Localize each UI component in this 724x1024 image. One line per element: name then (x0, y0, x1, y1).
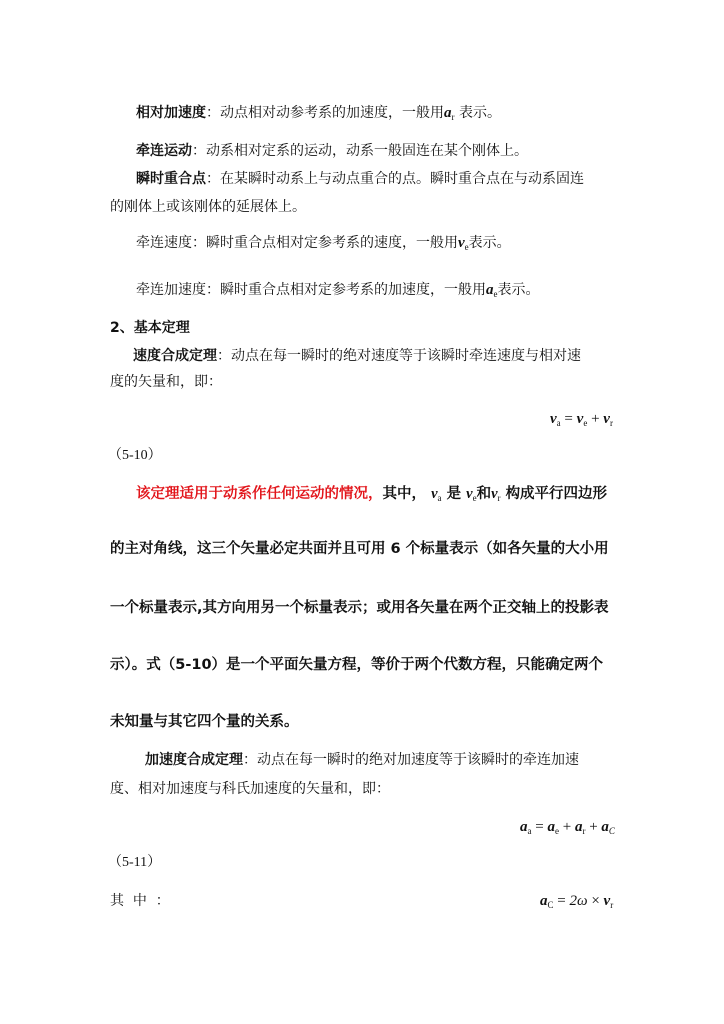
two-omega: 2ω (569, 893, 588, 909)
subscript-r: r (497, 493, 501, 503)
definition-text: ：在某瞬时动系上与动点重合的点。瞬时重合点在与动系固连 (206, 171, 584, 187)
bold-text: 构成平行四边形 (505, 486, 608, 502)
continuation-text: 度、相对加速度与科氏加速度的矢量和，即： (110, 781, 390, 797)
plus-sign: + (562, 819, 572, 835)
coriolis-label: 其 中 ： (110, 893, 170, 909)
equation-coriolis (540, 891, 613, 915)
bold-text: 是 (446, 486, 462, 502)
subscript-r: r (582, 826, 586, 836)
term-acceleration-theorem: 加速度合成定理 (145, 752, 243, 768)
equals-sign: = (557, 893, 566, 909)
equation-acceleration (520, 817, 615, 841)
symbol-v: v (491, 486, 498, 502)
velocity-theorem-text: ：动点在每一瞬时的绝对速度等于该瞬时牵连速度与相对速 (217, 348, 581, 364)
plus-sign: + (591, 411, 600, 427)
symbol-v: v (603, 411, 610, 427)
section-heading: 2、基本定理 (110, 320, 190, 336)
term-coincident-point: 瞬时重合点 (136, 171, 206, 187)
symbol-a: a (520, 819, 528, 835)
subscript-e: e (472, 493, 477, 503)
bold-paragraph-line-2: 的主对角线，这三个矢量必定共面并且可用 6 个标量表示（如各矢量的大小用 (110, 541, 609, 557)
continuation-text: 的刚体上或该刚体的延展体上。 (110, 199, 306, 215)
definition-tail: 表示。 (497, 282, 540, 298)
symbol-v: v (576, 411, 584, 427)
equation-number-5-11: （5-11） (108, 855, 162, 870)
symbol-v: v (466, 486, 473, 502)
subscript-a: a (527, 826, 532, 836)
subscript-a: a (437, 493, 442, 503)
definition-text: ：瞬时重合点相对定参考系的加速度，一般用 (206, 282, 486, 298)
definition-text: ：瞬时重合点相对定参考系的速度，一般用 (192, 235, 458, 251)
equation-number-5-10: （5-10） (108, 448, 162, 463)
definition-text: ：动系相对定系的运动，动系一般固连在某个刚体上。 (192, 143, 528, 159)
bold-paragraph-line-1 (136, 484, 607, 508)
symbol-a: a (601, 819, 609, 835)
symbol-a: a (486, 282, 494, 298)
symbol-a: a (547, 819, 555, 835)
symbol-a: a (540, 893, 548, 909)
definition-convected-motion (136, 141, 528, 161)
times-sign: × (591, 893, 600, 909)
plus-sign: + (589, 819, 598, 835)
definition-coincident-point (136, 169, 584, 189)
acceleration-theorem-text: ：动点在每一瞬时的绝对加速度等于该瞬时的牵连加速 (243, 752, 579, 768)
highlight-red-text: 该定理适用于动系作任何运动的情况， (136, 486, 383, 502)
subscript-C: C (608, 826, 615, 836)
equals-sign: = (564, 411, 573, 427)
definition-relative-acceleration (136, 103, 501, 127)
subscript-r: r (451, 112, 455, 122)
subscript-e: e (464, 242, 469, 252)
definition-text: ：动点相对动参考系的加速度，一般用 (206, 105, 444, 121)
symbol-v: v (431, 486, 438, 502)
velocity-theorem-continuation (110, 372, 222, 392)
term-relative-acceleration: 相对加速度 (136, 105, 206, 121)
subscript-r: r (610, 900, 614, 910)
symbol-a: a (574, 819, 583, 835)
subscript-a: a (556, 418, 561, 428)
bold-text: 和 (476, 486, 492, 502)
symbol-v: v (550, 411, 557, 427)
definition-convected-acceleration (136, 280, 540, 304)
term-convected-motion: 牵连运动 (136, 143, 192, 159)
subscript-C: C (547, 900, 554, 910)
definition-tail: 表示。 (458, 105, 501, 121)
subscript-e: e (554, 826, 559, 836)
velocity-theorem (133, 346, 581, 366)
equation-velocity (550, 409, 613, 433)
bold-paragraph-line-3: 一个标量表示,其方向用另一个标量表示；或用各矢量在两个正交轴上的投影表 (110, 600, 609, 616)
subscript-e: e (493, 289, 498, 299)
symbol-a: a (444, 105, 452, 121)
continuation-text: 度的矢量和，即： (110, 374, 222, 390)
bold-text: 其中， (382, 486, 426, 502)
subscript-e: e (583, 418, 588, 428)
term-velocity-theorem: 速度合成定理 (133, 348, 217, 364)
subscript-r: r (609, 418, 613, 428)
definition-coincident-point-continuation (110, 197, 306, 217)
symbol-v: v (603, 893, 611, 909)
definition-convected-velocity (136, 233, 511, 257)
definition-tail: 表示。 (468, 235, 511, 251)
bold-paragraph-line-5: 未知量与其它四个量的关系。 (110, 714, 299, 730)
symbol-v: v (458, 235, 465, 251)
equals-sign: = (535, 819, 544, 835)
term-convected-velocity: 牵连速度 (136, 235, 192, 251)
term-convected-acceleration: 牵连加速度 (136, 282, 206, 298)
acceleration-theorem (145, 750, 579, 770)
acceleration-theorem-continuation (110, 779, 390, 799)
bold-paragraph-line-4: 示）。式（5-10）是一个平面矢量方程，等价于两个代数方程，只能确定两个 (110, 657, 604, 673)
